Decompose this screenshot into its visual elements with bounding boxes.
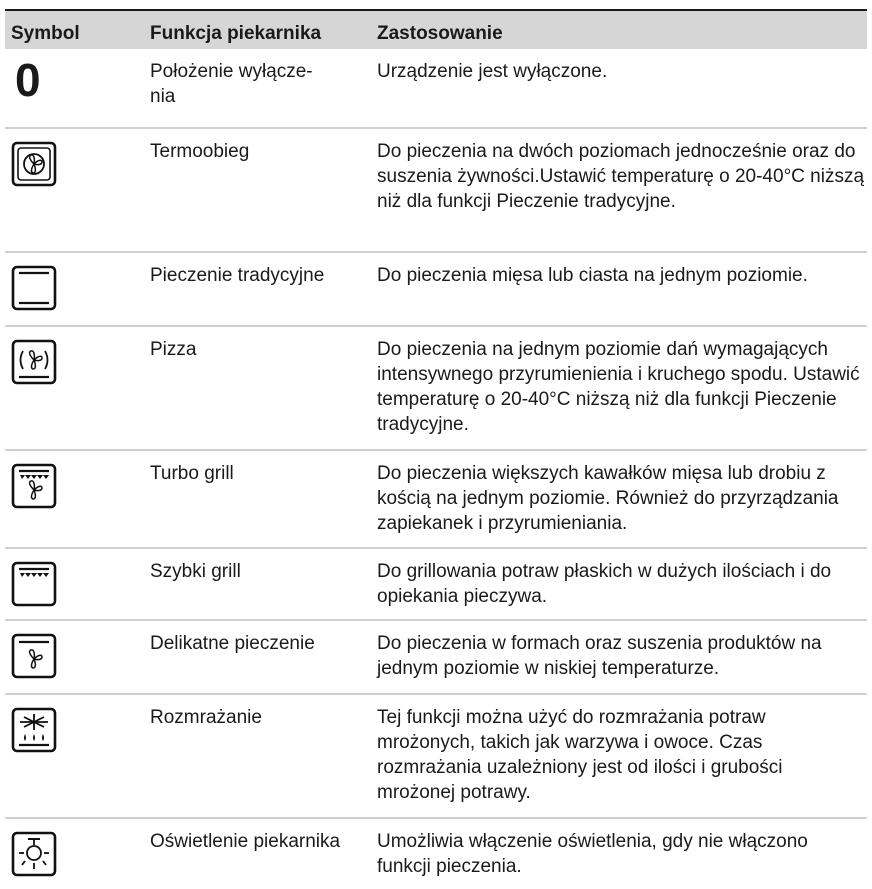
function-description: Do pieczenia na jednym poziomie dań wymagających intensywnego przyrumienienia i kruchego spodu. Ustawić temperaturę o 20-40°C niższą niż dla funkcji Pieczenie tradycyjne.: [377, 339, 860, 435]
defrost-icon: [11, 707, 131, 753]
lamp-icon: [11, 831, 131, 877]
table-row: [5, 695, 867, 819]
function-description: Do pieczenia na dwóch poziomach jednocześnie oraz do suszenia żywności.Ustawić temperaturę o 20-40°C niższą niż dla funkcji Pieczenie tradycyjne.: [377, 141, 865, 212]
function-name: Termoobieg: [150, 141, 250, 162]
function-name: Szybki grill: [150, 561, 241, 582]
table-row: [5, 129, 867, 253]
header-function: Funkcja piekarnika: [150, 23, 322, 44]
table-header: [5, 9, 867, 49]
table-row: [5, 819, 867, 889]
function-name: Rozmrażanie: [150, 707, 262, 728]
header-symbol: Symbol: [11, 23, 80, 44]
function-name: Delikatne pieczenie: [150, 633, 315, 654]
function-description: Urządzenie jest wyłączone.: [377, 61, 608, 82]
function-description: Do pieczenia w formach oraz suszenia produktów na jednym poziomie w niskiej temperaturze.: [377, 633, 822, 679]
turbo-grill-icon: [11, 463, 131, 509]
fast-grill-icon: [11, 561, 131, 607]
gentle-baking-icon: [11, 633, 131, 679]
header-use: Zastosowanie: [377, 23, 503, 44]
function-name: Pizza: [150, 339, 197, 360]
zero-symbol: 0: [15, 54, 41, 106]
function-name: Położenie wyłącze- nia: [150, 61, 313, 107]
pizza-icon: [11, 339, 131, 385]
function-description: Do pieczenia większych kawałków mięsa lub drobiu z kością na jednym poziomie. Również do przyrządzania zapiekanek i przyrumieniania.: [377, 463, 839, 534]
function-name: Oświetlenie piekarnika: [150, 831, 341, 852]
table-row: [5, 451, 867, 549]
table-row: [5, 327, 867, 451]
table-row: [5, 621, 867, 695]
conventional-icon: [11, 265, 131, 311]
function-name: Turbo grill: [150, 463, 234, 484]
function-description: Do grillowania potraw płaskich w dużych ilościach i do opiekania pieczywa.: [377, 561, 832, 607]
fan-icon: [11, 141, 131, 187]
table-row: [5, 253, 867, 327]
table-row: [5, 549, 867, 621]
function-description: Tej funkcji można użyć do rozmrażania potraw mrożonych, takich jak warzywa i owoce. Czas rozmrażania uzależniony jest od ilości i grubości mrożonej potrawy.: [377, 707, 783, 803]
function-description: Umożliwia włączenie oświetlenia, gdy nie włączono funkcji pieczenia.: [377, 831, 808, 877]
function-name: Pieczenie tradycyjne: [150, 265, 325, 286]
table-row: [5, 49, 867, 129]
function-description: Do pieczenia mięsa lub ciasta na jednym poziomie.: [377, 265, 808, 286]
